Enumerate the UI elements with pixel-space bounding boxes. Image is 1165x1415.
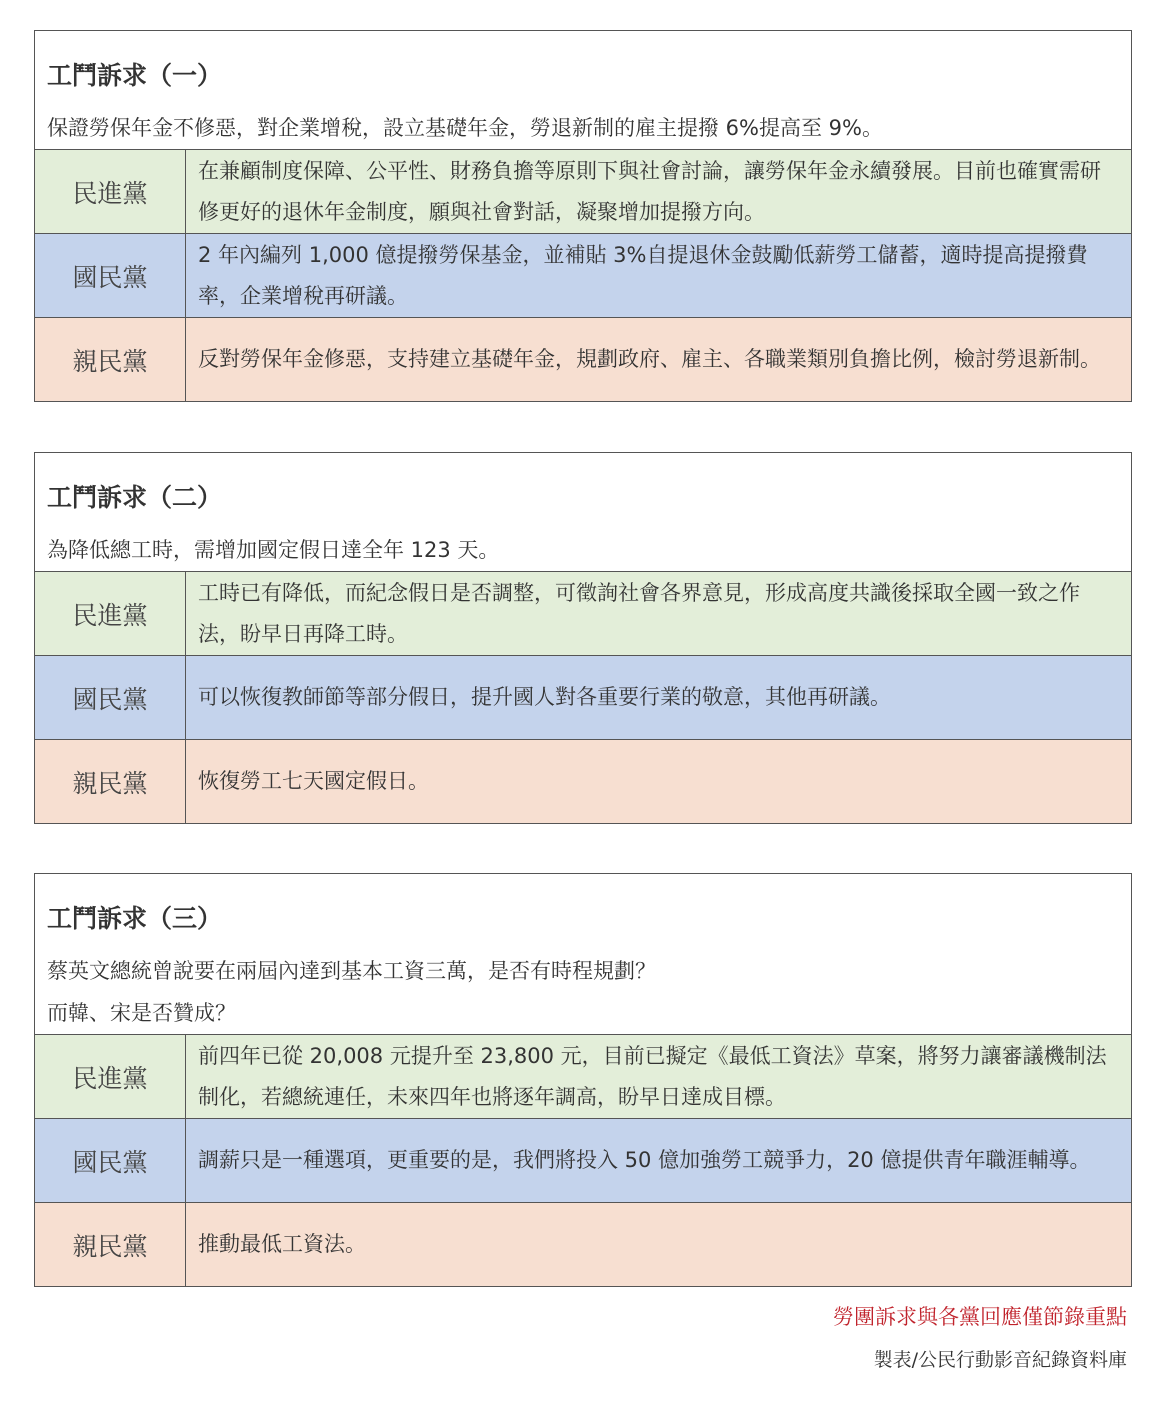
party-label-dpp: 民進黨	[35, 150, 186, 233]
party-answer-kmt	[186, 234, 1131, 317]
question-line: 而韓、宋是否贊成？	[47, 1001, 236, 1025]
response-row-pfp	[35, 1202, 1131, 1286]
question-line: 保證勞保年金不修惡，對企業增稅，設立基礎年金，勞退新制的雇主提撥 6%提高至 9%。	[47, 116, 883, 140]
block-question	[47, 107, 1119, 149]
answer-text: 在兼顧制度保障、公平性、財務負擔等原則下與社會討論，讓勞保年金永續發展。目前也確實需研修更好的退休年金制度，願與社會對話，凝聚增加提撥方向。	[198, 158, 1101, 224]
block-title: 工鬥訴求（一）	[47, 61, 223, 90]
response-row-kmt	[35, 233, 1131, 317]
party-answer-kmt	[186, 656, 1131, 739]
block-header	[35, 874, 1131, 1034]
answer-text: 推動最低工資法。	[198, 1232, 366, 1256]
response-row-dpp	[35, 571, 1131, 655]
block-title: 工鬥訴求（二）	[47, 483, 223, 512]
block-question	[47, 529, 1119, 571]
demand-block-2	[34, 452, 1132, 824]
response-row-kmt	[35, 655, 1131, 739]
answer-text: 調薪只是一種選項，更重要的是，我們將投入 50 億加強勞工競爭力，20 億提供青年職涯輔導。	[198, 1148, 1091, 1172]
block-title: 工鬥訴求（三）	[47, 904, 223, 933]
party-label-pfp: 親民黨	[35, 318, 186, 401]
response-row-dpp	[35, 149, 1131, 233]
party-answer-pfp	[186, 318, 1131, 401]
party-label-pfp: 親民黨	[35, 740, 186, 823]
block-header	[35, 31, 1131, 149]
response-row-dpp	[35, 1034, 1131, 1118]
response-row-pfp	[35, 317, 1131, 401]
question-line: 蔡英文總統曾說要在兩屆內達到基本工資三萬，是否有時程規劃？	[47, 959, 656, 983]
question-line: 為降低總工時，需增加國定假日達全年 123 天。	[47, 538, 500, 562]
answer-text: 前四年已從 20,008 元提升至 23,800 元，目前已擬定《最低工資法》草案，將努力讓審議機制法制化，若總統連任，未來四年也將逐年調高，盼早日達成目標。	[198, 1043, 1107, 1109]
response-row-pfp	[35, 739, 1131, 823]
answer-text: 可以恢復教師節等部分假日，提升國人對各重要行業的敬意，其他再研議。	[198, 685, 891, 709]
party-answer-pfp	[186, 740, 1131, 823]
source-credit: 製表/公民行動影音紀錄資料庫	[873, 1349, 1127, 1371]
party-label-kmt: 國民黨	[35, 1119, 186, 1202]
answer-text: 反對勞保年金修惡，支持建立基礎年金，規劃政府、雇主、各職業類別負擔比例，檢討勞退新制。	[198, 347, 1101, 371]
party-label-kmt: 國民黨	[35, 656, 186, 739]
block-question	[47, 950, 1119, 1034]
party-label-dpp: 民進黨	[35, 572, 186, 655]
block-header	[35, 453, 1131, 571]
party-answer-dpp	[186, 572, 1131, 655]
response-row-kmt	[35, 1118, 1131, 1202]
party-answer-kmt	[186, 1119, 1131, 1202]
excerpt-note: 勞團訴求與各黨回應僅節錄重點	[833, 1305, 1127, 1329]
party-label-dpp: 民進黨	[35, 1035, 186, 1118]
party-label-pfp: 親民黨	[35, 1203, 186, 1286]
party-answer-dpp	[186, 150, 1131, 233]
answer-text: 2 年內編列 1,000 億提撥勞保基金，並補貼 3%自提退休金鼓勵低薪勞工儲蓄，適時提高提撥費率，企業增稅再研議。	[198, 242, 1088, 308]
demand-block-3	[34, 873, 1132, 1287]
party-label-kmt: 國民黨	[35, 234, 186, 317]
demand-block-1	[34, 30, 1132, 402]
answer-text: 工時已有降低，而紀念假日是否調整，可徵詢社會各界意見，形成高度共識後採取全國一致之作法，盼早日再降工時。	[198, 580, 1080, 646]
party-answer-dpp	[186, 1035, 1131, 1118]
answer-text: 恢復勞工七天國定假日。	[198, 769, 429, 793]
party-answer-pfp	[186, 1203, 1131, 1286]
